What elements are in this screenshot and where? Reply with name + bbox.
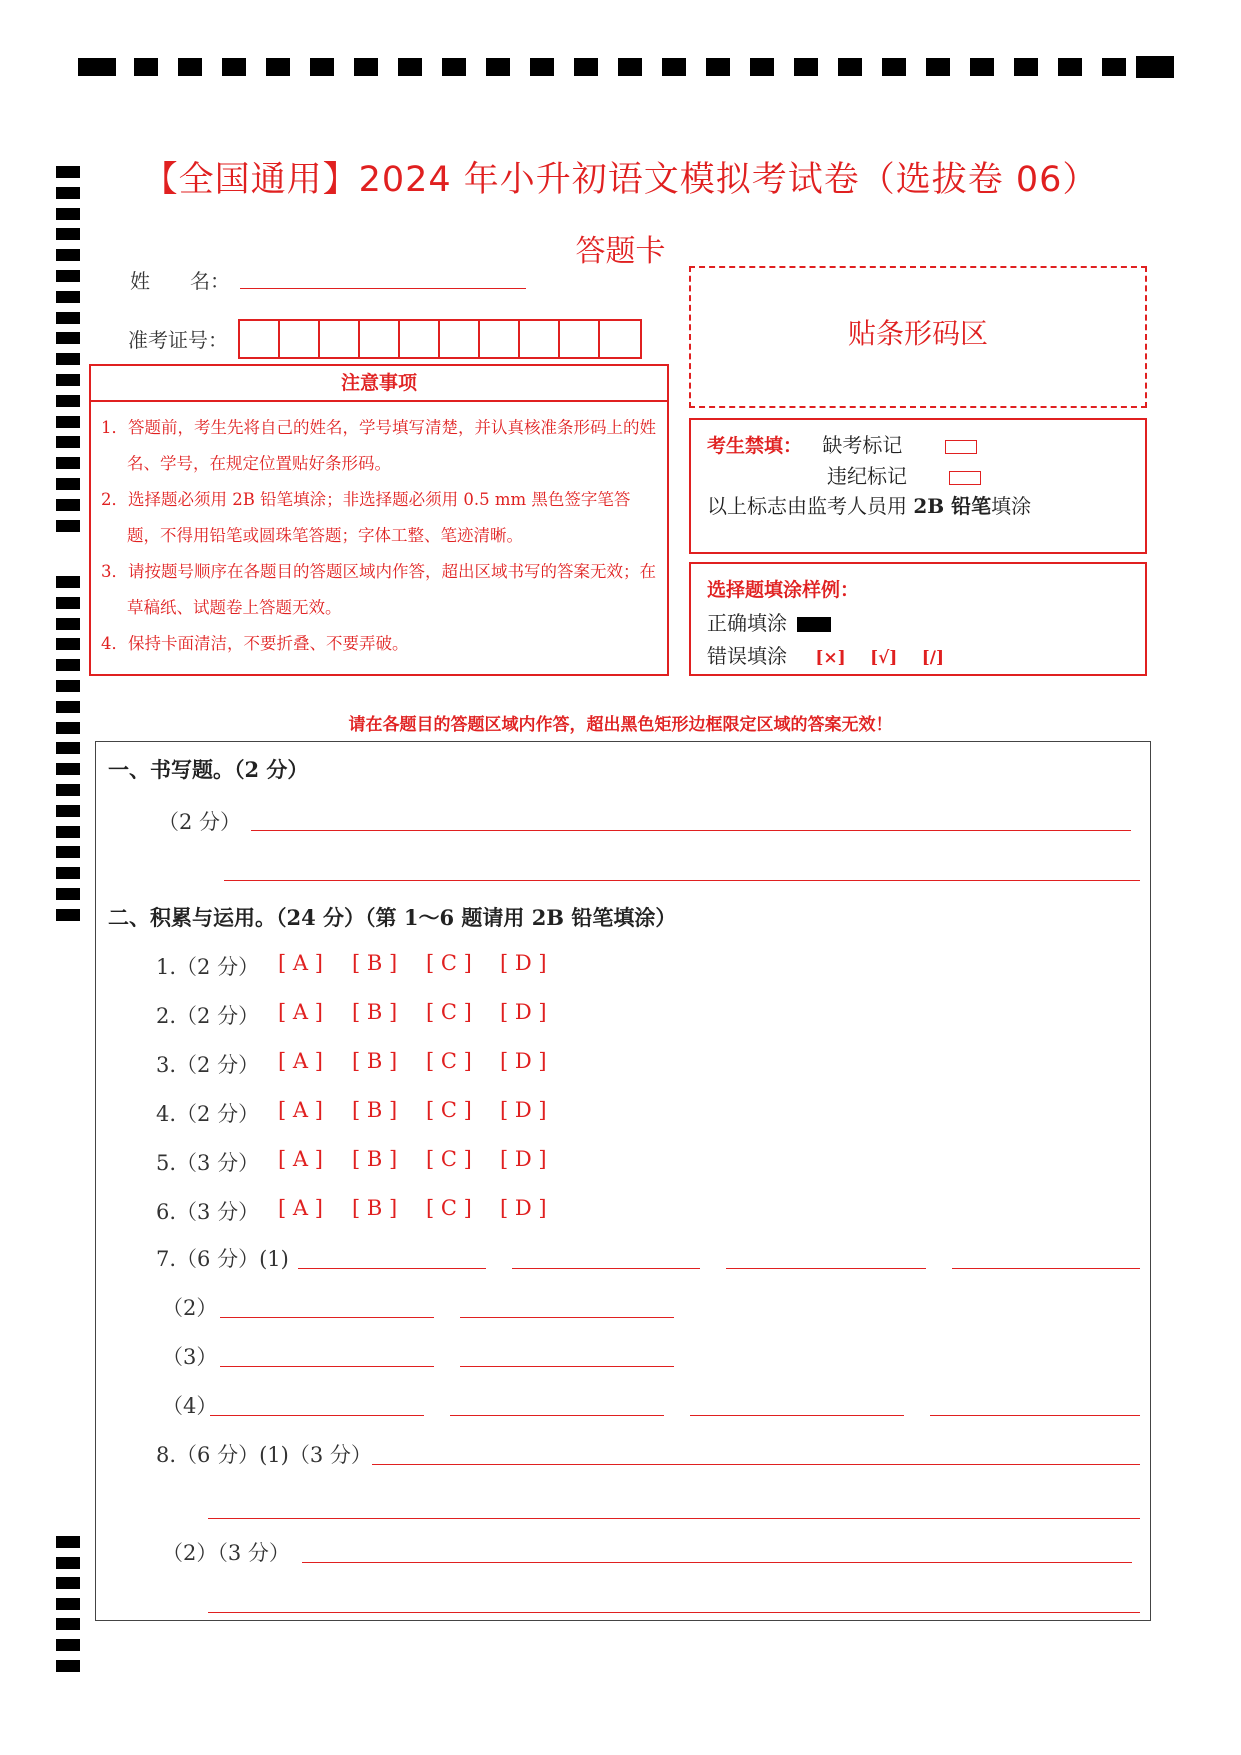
side-timing-mark xyxy=(56,1660,80,1672)
side-timing-mark xyxy=(56,457,80,469)
answer-area xyxy=(95,741,1151,1621)
choice-option-bubble[interactable]: [ C ] xyxy=(426,1049,472,1073)
side-timing-mark xyxy=(56,659,80,671)
name-field[interactable] xyxy=(240,288,526,289)
answer-line[interactable] xyxy=(460,1317,674,1318)
q8-part2-label: （2）（3 分） xyxy=(162,1541,290,1565)
choice-option-bubble[interactable]: [ C ] xyxy=(426,1147,472,1171)
side-timing-mark xyxy=(56,846,80,858)
side-timing-mark xyxy=(56,353,80,365)
answer-line[interactable] xyxy=(302,1562,1132,1563)
answer-line[interactable] xyxy=(208,1612,1140,1613)
side-timing-mark xyxy=(56,1536,80,1548)
choice-option-bubble[interactable]: [ A ] xyxy=(278,1049,323,1073)
choice-option-bubble[interactable]: [ D ] xyxy=(500,1147,547,1171)
wrong-fill-label: 错误填涂 xyxy=(707,644,787,668)
side-timing-mark xyxy=(56,270,80,282)
side-timing-mark xyxy=(56,291,80,303)
section2-heading: 二、积累与运用。（24 分）（第 1～6 题请用 2B 铅笔填涂） xyxy=(108,905,677,930)
side-timing-mark xyxy=(56,597,80,609)
answer-sheet-subtitle: 答题卡 xyxy=(575,234,666,269)
choice-option-bubble[interactable]: [ A ] xyxy=(278,1098,323,1122)
side-timing-mark xyxy=(56,312,80,324)
choice-option-bubble[interactable]: [ B ] xyxy=(352,1098,398,1122)
choice-question-label: 4.（2 分） xyxy=(156,1102,260,1126)
side-timing-mark xyxy=(56,395,80,407)
side-timing-mark xyxy=(56,742,80,754)
answer-line[interactable] xyxy=(251,830,1131,831)
name-label: 姓 名： xyxy=(130,269,230,293)
notice-item: 3．请按题号顺序在各题目的答题区域内作答，超出区域书写的答案无效；在草稿纸、试题卷上答题无效。 xyxy=(101,562,656,617)
side-timing-mark xyxy=(56,416,80,428)
choice-question-label: 2.（2 分） xyxy=(156,1004,260,1028)
wrong-fill-example: [/] xyxy=(921,648,944,668)
answer-line[interactable] xyxy=(298,1268,486,1269)
absent-mark-box[interactable] xyxy=(945,440,977,454)
choice-option-bubble[interactable]: [ A ] xyxy=(278,1000,323,1024)
answer-line[interactable] xyxy=(224,880,1140,881)
choice-question-label: 1.（2 分） xyxy=(156,955,260,979)
choice-option-bubble[interactable]: [ D ] xyxy=(500,951,547,975)
fill-sample-box xyxy=(689,562,1147,676)
answer-line[interactable] xyxy=(220,1317,434,1318)
side-timing-mark xyxy=(56,478,80,490)
wrong-fill-example: [√] xyxy=(870,648,898,668)
notice-box xyxy=(89,402,669,676)
side-timing-mark xyxy=(56,888,80,900)
q7-part3-label: （3） xyxy=(162,1345,218,1369)
id-label: 准考证号： xyxy=(128,328,228,352)
answer-line[interactable] xyxy=(690,1415,904,1416)
notice-item: 4．保持卡面清洁，不要折叠、不要弄破。 xyxy=(101,634,409,653)
answer-line[interactable] xyxy=(512,1268,700,1269)
answer-line[interactable] xyxy=(450,1415,664,1416)
side-timing-mark xyxy=(56,618,80,630)
violation-mark-label: 违纪标记 xyxy=(827,464,907,488)
page-title: 【全国通用】2024 年小升初语文模拟考试卷（选拔卷 06） xyxy=(142,160,1099,200)
choice-option-bubble[interactable]: [ B ] xyxy=(352,1147,398,1171)
examiner-note: 以上标志由监考人员用 xyxy=(707,494,914,518)
barcode-area[interactable]: 贴条形码区 xyxy=(689,266,1147,408)
side-timing-mark xyxy=(56,436,80,448)
wrong-fill-example: [×] xyxy=(815,648,846,668)
choice-question-label: 3.（2 分） xyxy=(156,1053,260,1077)
q7-label: 7.（6 分）(1) xyxy=(156,1247,289,1271)
side-timing-mark xyxy=(56,1577,80,1589)
answer-line[interactable] xyxy=(952,1268,1140,1269)
answer-area-warning: 请在各题目的答题区域内作答，超出黑色矩形边框限定区域的答案无效！ xyxy=(348,715,893,735)
answer-line[interactable] xyxy=(372,1464,1140,1465)
side-timing-mark xyxy=(56,784,80,796)
correct-fill-example xyxy=(797,617,831,632)
q7-part2-label: （2） xyxy=(162,1296,218,1320)
side-timing-mark xyxy=(56,576,80,588)
q8-label: 8.（6 分）(1)（3 分） xyxy=(156,1443,372,1467)
choice-option-bubble[interactable]: [ D ] xyxy=(500,1196,547,1220)
choice-option-bubble[interactable]: [ B ] xyxy=(352,1049,398,1073)
choice-option-bubble[interactable]: [ C ] xyxy=(426,1098,472,1122)
answer-line[interactable] xyxy=(220,1366,434,1367)
q7-part4-label: （4） xyxy=(162,1394,218,1418)
top-timing-marks xyxy=(78,58,1174,78)
answer-line[interactable] xyxy=(460,1366,674,1367)
examiner-note-end: 填涂 xyxy=(991,494,1032,518)
choice-option-bubble[interactable]: [ C ] xyxy=(426,1196,472,1220)
choice-option-bubble[interactable]: [ B ] xyxy=(352,951,398,975)
side-timing-mark xyxy=(56,1618,80,1630)
violation-mark-box[interactable] xyxy=(949,471,981,485)
side-timing-mark xyxy=(56,1598,80,1610)
section1-heading: 一、书写题。（2 分） xyxy=(108,757,309,782)
correct-fill-label: 正确填涂 xyxy=(707,611,787,635)
choice-option-bubble[interactable]: [ A ] xyxy=(278,1147,323,1171)
choice-option-bubble[interactable]: [ B ] xyxy=(352,1196,398,1220)
fill-sample-label: 选择题填涂样例： xyxy=(707,579,860,601)
notice-item: 1．答题前，考生先将自己的姓名，学号填写清楚，并认真核准条形码上的姓名、学号，在规定位置贴好条形码。 xyxy=(101,418,656,473)
answer-line[interactable] xyxy=(930,1415,1140,1416)
side-timing-mark xyxy=(56,332,80,344)
side-timing-mark xyxy=(56,805,80,817)
absent-mark-label: 缺考标记 xyxy=(822,433,903,457)
side-timing-mark xyxy=(56,520,80,532)
choice-option-bubble[interactable]: [ C ] xyxy=(426,1000,472,1024)
examiner-note-bold: 2B 铅笔 xyxy=(913,494,992,518)
section1-score: （2 分） xyxy=(158,810,242,834)
side-timing-mark xyxy=(56,208,80,220)
side-timing-mark xyxy=(56,638,80,650)
choice-option-bubble[interactable]: [ C ] xyxy=(426,951,472,975)
side-timing-mark xyxy=(56,499,80,511)
answer-line[interactable] xyxy=(210,1415,424,1416)
id-number-boxes[interactable] xyxy=(238,319,642,359)
notice-item: 2．选择题必须用 2B 铅笔填涂；非选择题必须用 0.5 mm 黑色签字笔答题，不得用铅笔或圆珠笔答题；字体工整、笔迹清晰。 xyxy=(101,490,631,545)
choice-option-bubble[interactable]: [ D ] xyxy=(500,1098,547,1122)
choice-option-bubble[interactable]: [ A ] xyxy=(278,1196,323,1220)
side-timing-mark xyxy=(56,1639,80,1651)
side-timing-mark xyxy=(56,826,80,838)
choice-option-bubble[interactable]: [ B ] xyxy=(352,1000,398,1024)
side-timing-mark xyxy=(56,867,80,879)
choice-question-label: 5.（3 分） xyxy=(156,1151,260,1175)
examiner-only-box xyxy=(689,418,1147,554)
answer-line[interactable] xyxy=(726,1268,926,1269)
choice-question-label: 6.（3 分） xyxy=(156,1200,260,1224)
side-timing-mark xyxy=(56,909,80,921)
side-timing-mark xyxy=(56,1557,80,1569)
choice-option-bubble[interactable]: [ A ] xyxy=(278,951,323,975)
notice-heading: 注意事项 xyxy=(89,364,669,402)
side-timing-mark xyxy=(56,374,80,386)
choice-option-bubble[interactable]: [ D ] xyxy=(500,1049,547,1073)
side-timing-mark xyxy=(56,763,80,775)
choice-option-bubble[interactable]: [ D ] xyxy=(500,1000,547,1024)
side-timing-mark xyxy=(56,680,80,692)
answer-line[interactable] xyxy=(208,1518,1140,1519)
examiner-only-label: 考生禁填： xyxy=(707,435,803,457)
